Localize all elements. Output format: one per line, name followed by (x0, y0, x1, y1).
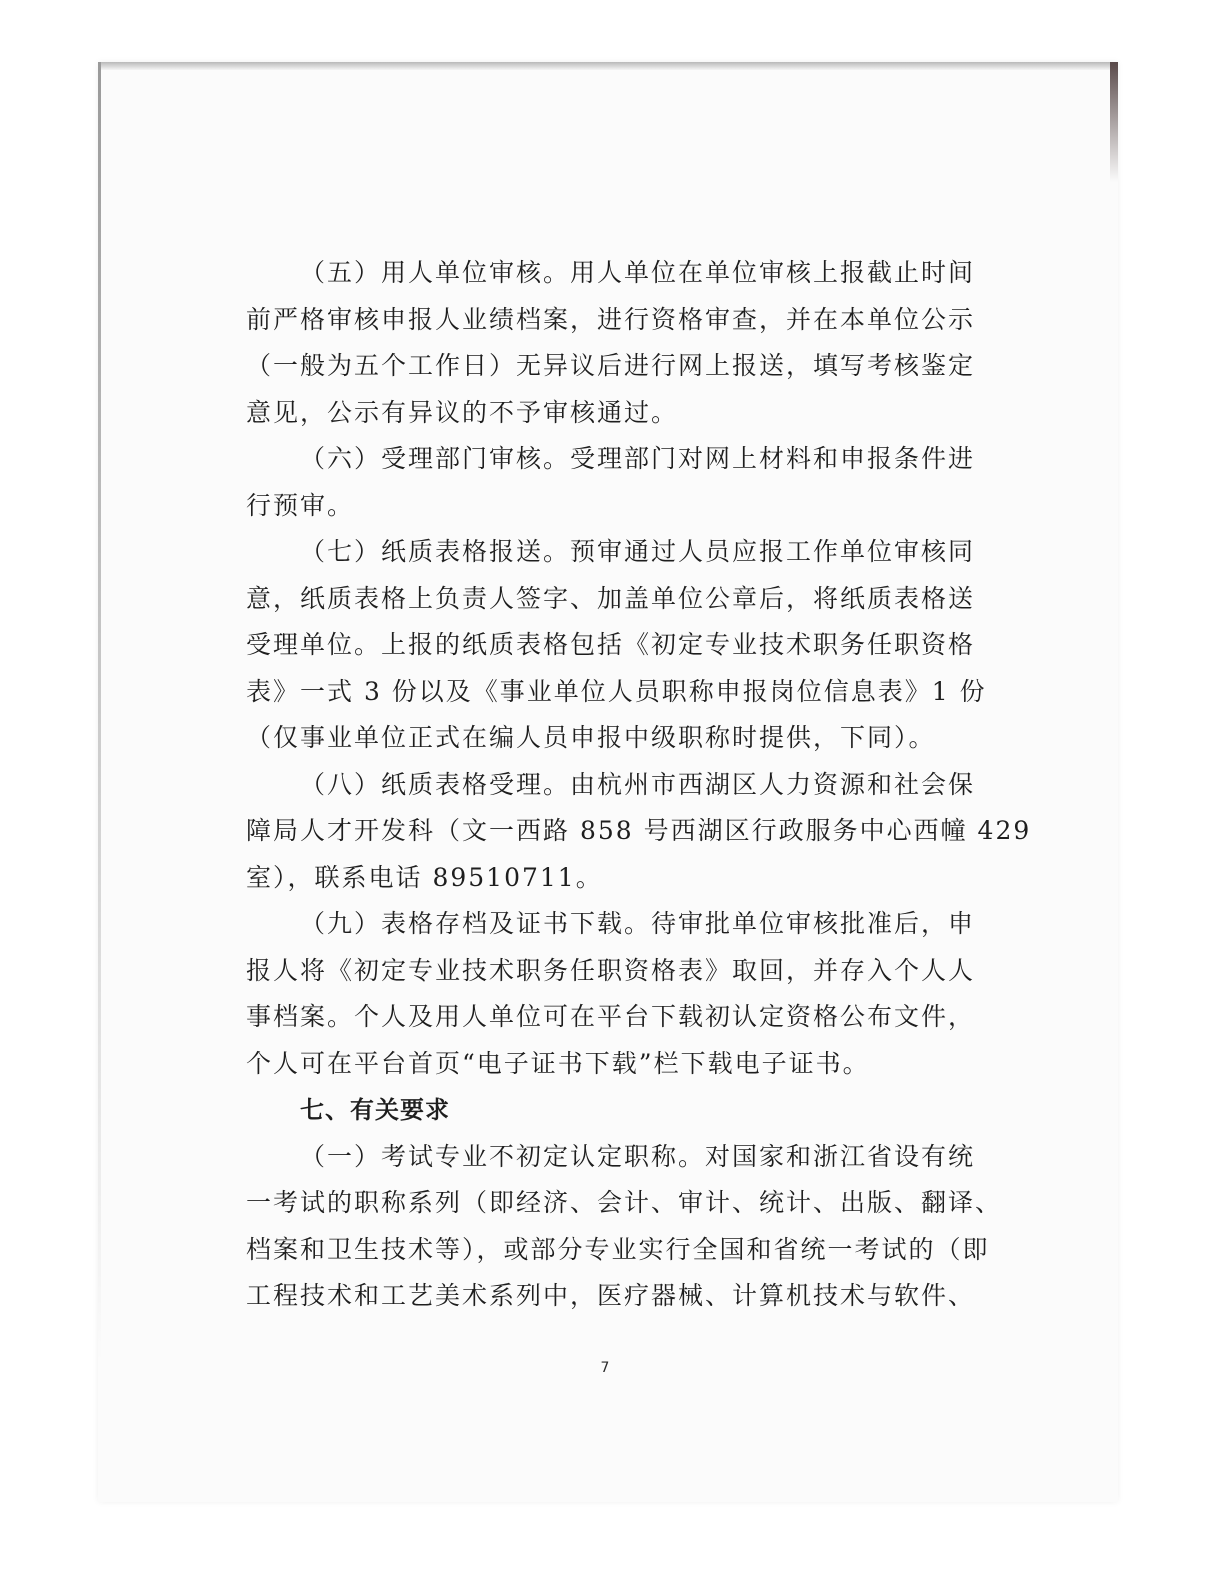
paragraph-line: （六）受理部门审核。受理部门对网上材料和申报条件进 (300, 444, 976, 473)
paragraph-line: 障局人才开发科（文一西路 858 号西湖区行政服务中心西幢 429 (246, 816, 1032, 845)
paragraph-line: （五）用人单位审核。用人单位在单位审核上报截止时间 (300, 258, 976, 287)
paragraph-line: 报人将《初定专业技术职务任职资格表》取回，并存入个人人 (246, 955, 976, 985)
paragraph-line: （九）表格存档及证书下载。待审批单位审核批准后，申 (300, 909, 976, 938)
paragraph-line: 个人可在平台首页“电子证书下载”栏下载电子证书。 (246, 1048, 870, 1078)
paragraph-line: 一考试的职称系列（即经济、会计、审计、统计、出版、翻译、 (246, 1188, 1003, 1217)
page-number: 7 (600, 1360, 610, 1376)
paragraph-line: 表》一式 3 份以及《事业单位人员职称申报岗位信息表》1 份 (246, 676, 987, 706)
paragraph-line: （一般为五个工作日）无异议后进行网上报送，填写考核鉴定 (246, 351, 976, 380)
section-heading: 七、有关要求 (300, 1096, 450, 1124)
page-left-edge (98, 62, 101, 1362)
paragraph-line: 行预审。 (246, 490, 355, 520)
paragraph-line: 档案和卫生技术等），或部分专业实行全国和省统一考试的（即 (246, 1234, 990, 1264)
paragraph-line: 意见，公示有异议的不予审核通过。 (246, 397, 679, 427)
page-top-edge (98, 62, 1118, 70)
document-body (246, 250, 1032, 1320)
paragraph-line: 工程技术和工艺美术系列中，医疗器械、计算机技术与软件、 (246, 1281, 976, 1310)
page-right-edge (1110, 62, 1118, 182)
paragraph-line: 前严格审核申报人业绩档案，进行资格审查，并在本单位公示 (246, 304, 976, 334)
paragraph-line: （一）考试专业不初定认定职称。对国家和浙江省设有统 (300, 1141, 976, 1171)
paragraph-line: （八）纸质表格受理。由杭州市西湖区人力资源和社会保 (300, 769, 976, 799)
paragraph-line: （七）纸质表格报送。预审通过人员应报工作单位审核同 (300, 537, 976, 566)
paragraph-line: 事档案。个人及用人单位可在平台下载初认定资格公布文件， (246, 1002, 976, 1031)
paragraph-line: （仅事业单位正式在编人员申报中级职称时提供，下同）。 (246, 723, 936, 752)
paragraph-line: 意，纸质表格上负责人签字、加盖单位公章后，将纸质表格送 (246, 583, 976, 613)
paragraph-line: 室），联系电话 89510711。 (246, 862, 603, 892)
paragraph-line: 受理单位。上报的纸质表格包括《初定专业技术职务任职资格 (246, 630, 976, 659)
